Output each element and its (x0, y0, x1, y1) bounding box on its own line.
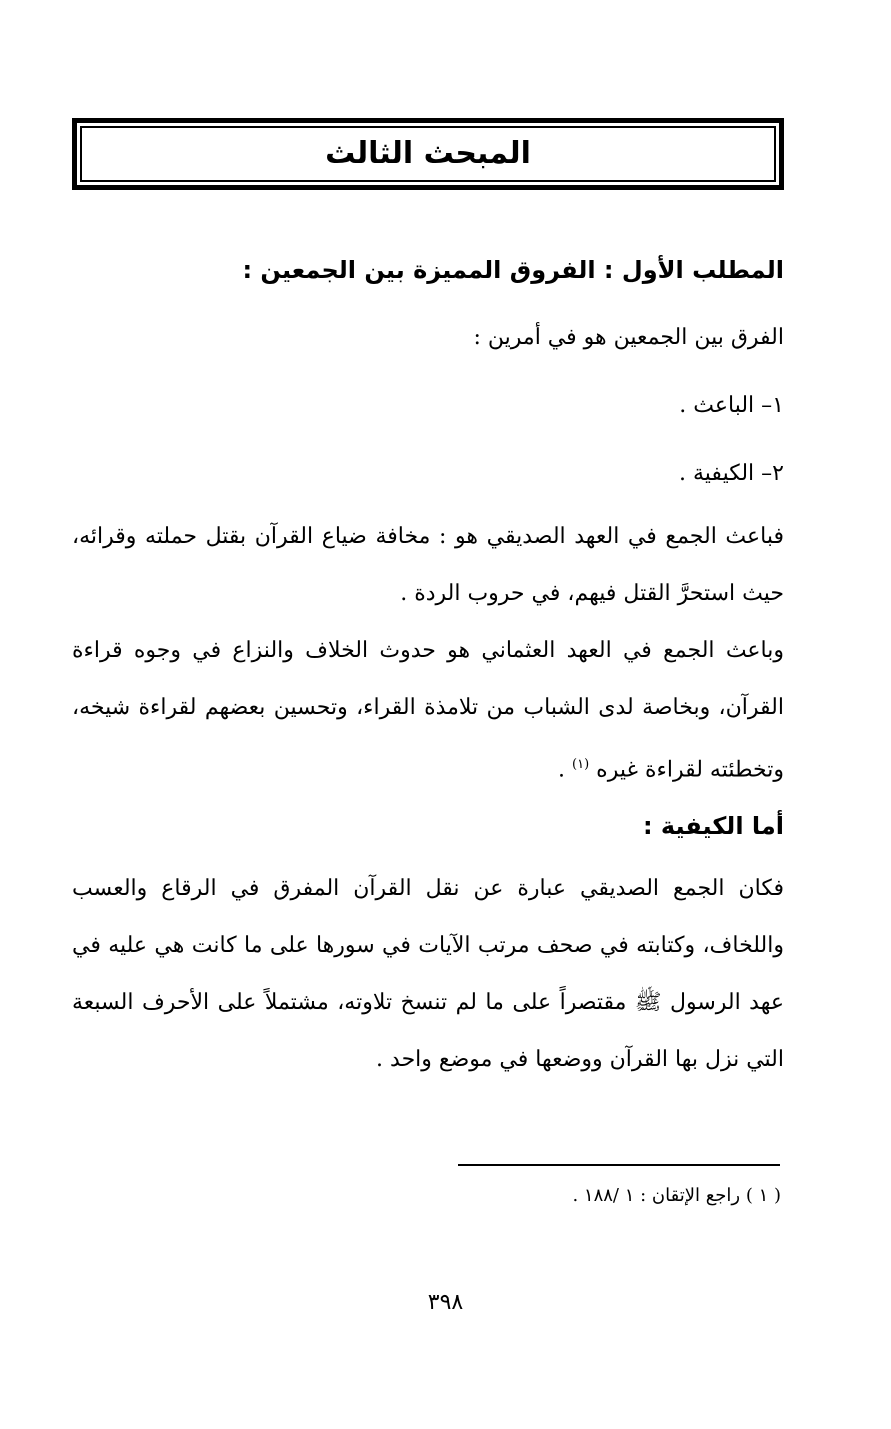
page-number: ٣٩٨ (427, 1290, 464, 1315)
paragraph-2 (72, 622, 784, 798)
paragraph-3: فكان الجمع الصديقي عبارة عن نقل القرآن المفرق في الرقاع والعسب واللخاف، وكتابته في صحف مرتب الآيات في سورها على ما كانت هي عليه في عهد الرسول ﷺ مقتصراً على ما لم تنسخ تلاوته، مشتملاً على الأحرف السبعة التي نزل بها القرآن ووضعها في موضع واحد . (72, 876, 784, 1073)
subheading-kayfiyya: أما الكيفية : (642, 812, 784, 841)
chapter-title-inner-frame (80, 126, 776, 182)
chapter-title: المبحث الثالث (325, 136, 531, 171)
main-content (72, 236, 784, 1088)
paragraph-2-text: وباعث الجمع في العهد العثماني هو حدوث الخلاف والنزاع في وجوه قراءة القرآن، وبخاصة لدى الشباب من تلامذة القراء، وتحسين بعضهم لقراءة شيخه، وتخطئته لقراءة غيره (72, 638, 784, 783)
footnote: ( ١ ) راجع الإتقان : ١ /١٨٨ . (572, 1185, 781, 1206)
list-item-1: ١– الباعث . (679, 393, 784, 418)
intro-line: الفرق بين الجمعين هو في أمرين : (473, 325, 784, 350)
list-item-2: ٢– الكيفية . (679, 461, 784, 486)
paragraph-2-end: . (558, 757, 573, 783)
footnote-reference[interactable]: (١) (572, 757, 590, 772)
footnote-divider (458, 1164, 780, 1166)
section-heading: المطلب الأول : الفروق المميزة بين الجمعين : (242, 256, 784, 284)
paragraph-1: فباعث الجمع في العهد الصديقي هو : مخافة ضياع القرآن بقتل حملته وقرائه، حيث استحرَّ القتل فيهم، في حروب الردة . (72, 524, 784, 606)
chapter-title-frame (72, 118, 784, 190)
